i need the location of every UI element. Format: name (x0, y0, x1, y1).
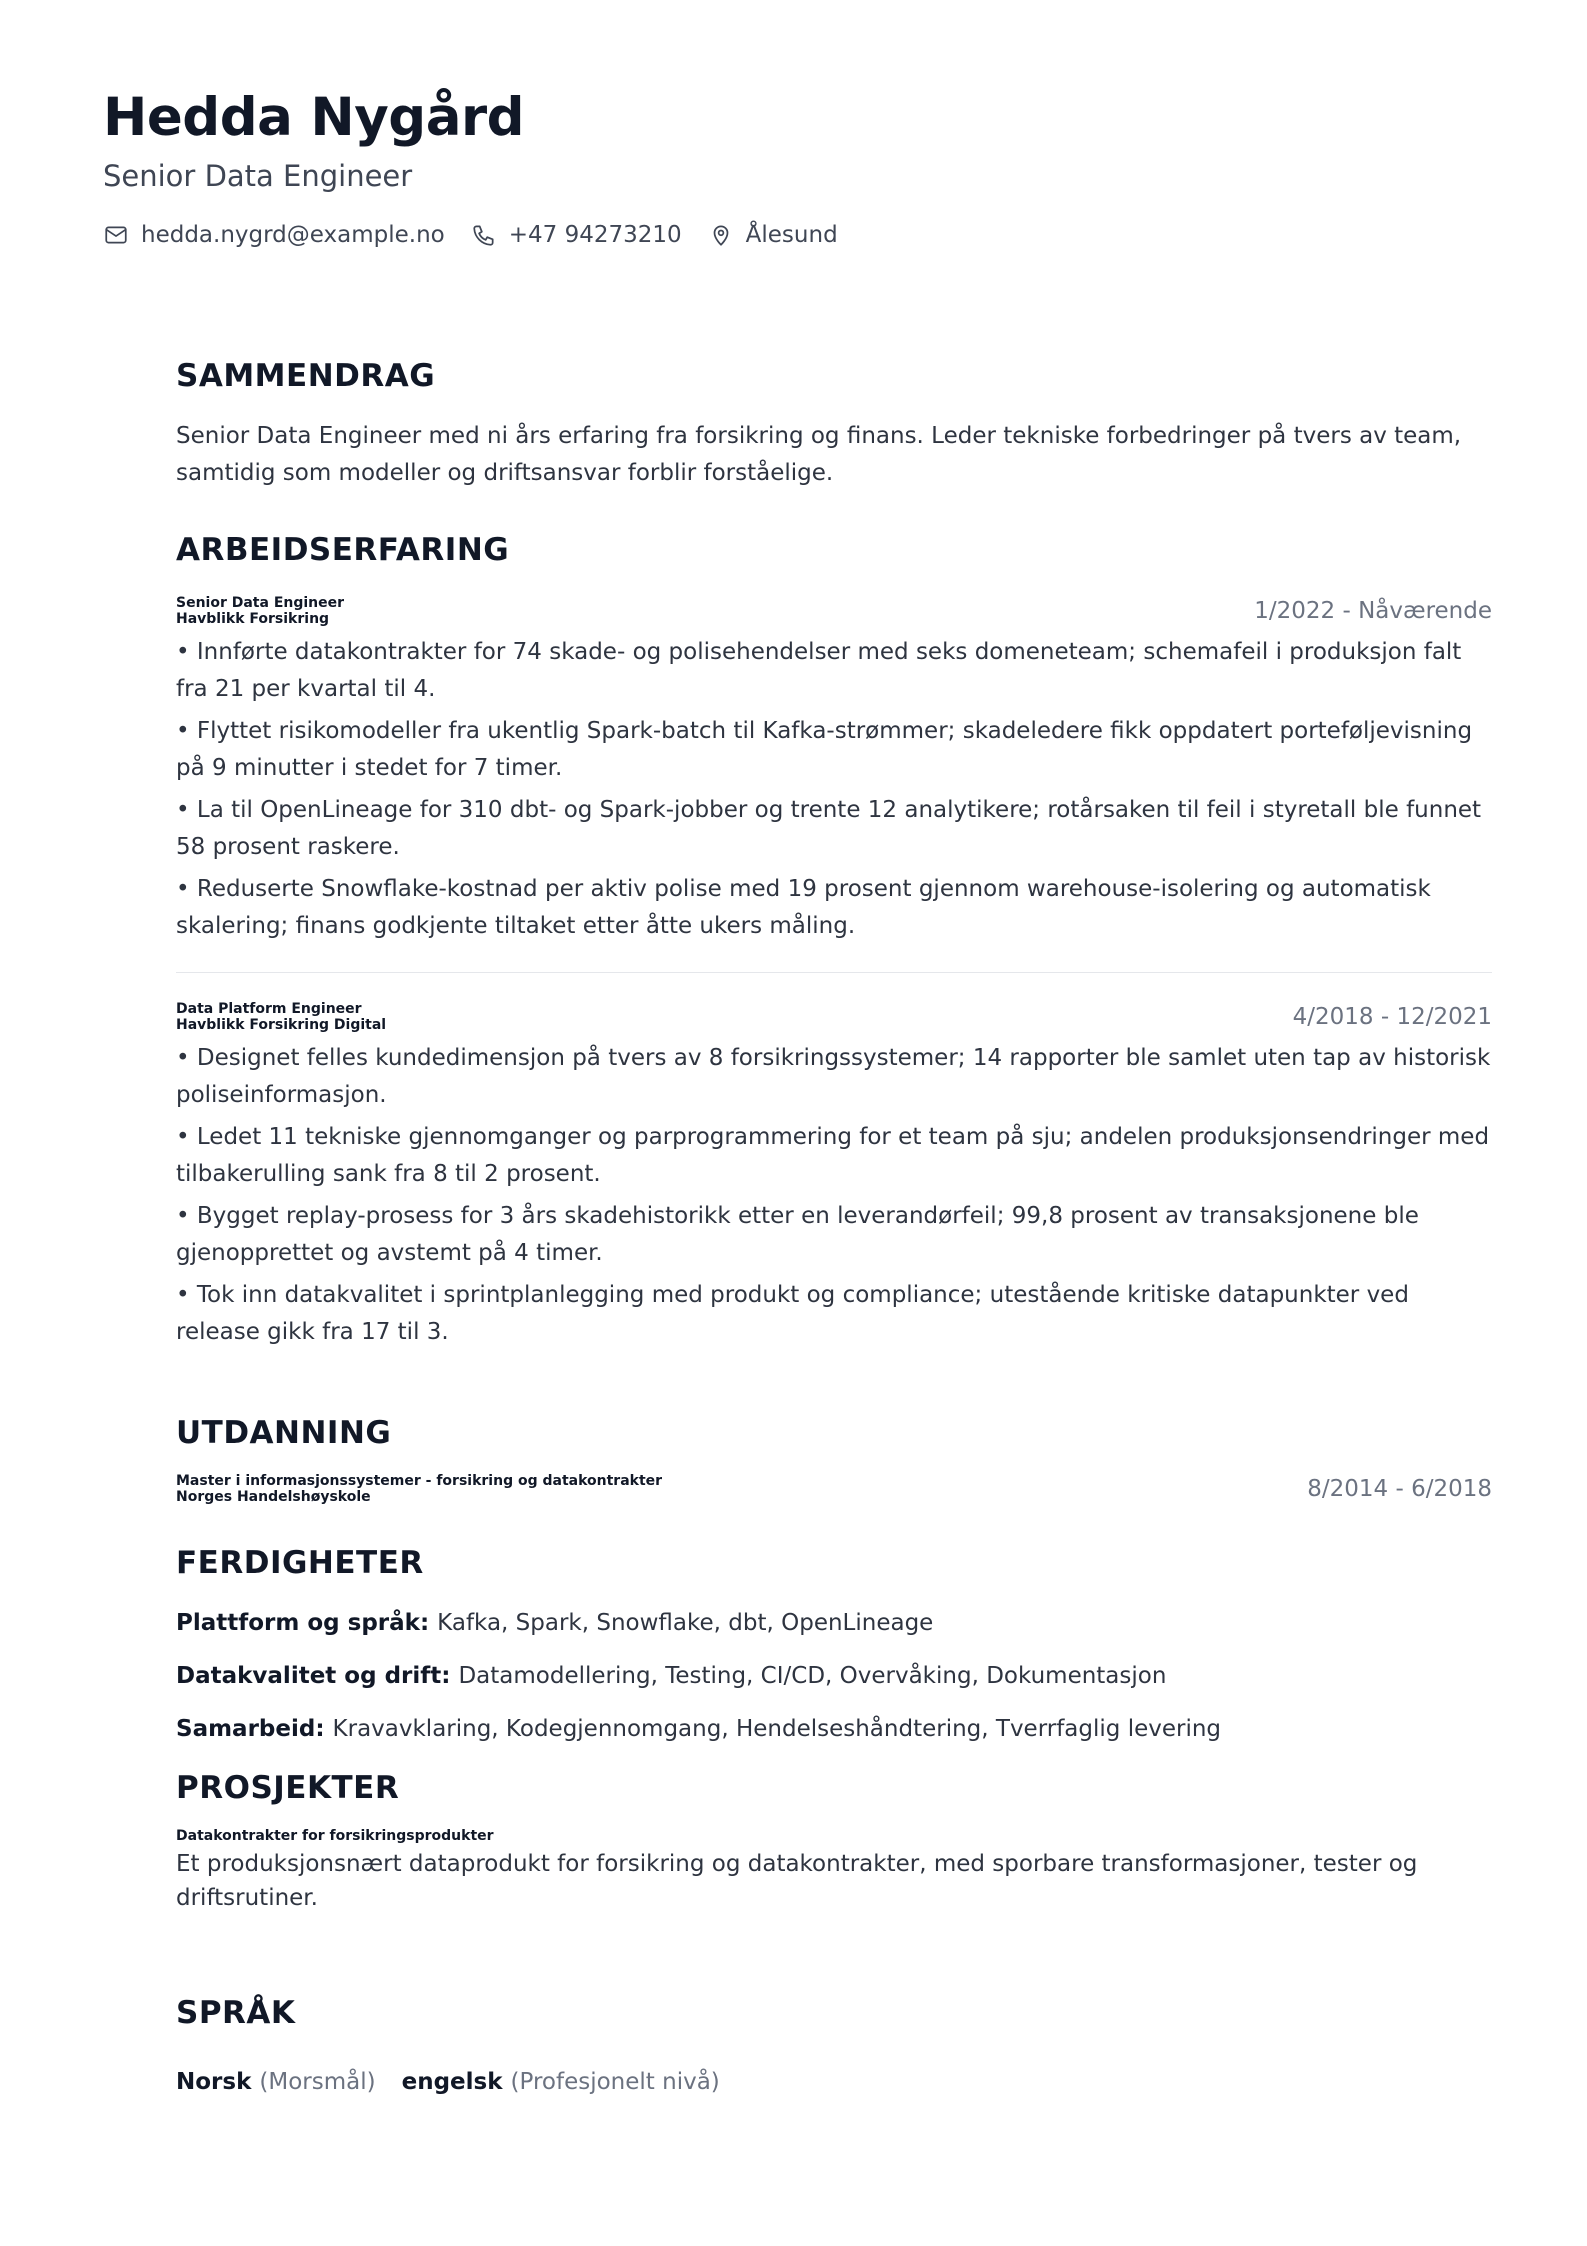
job-bullet: • Innførte datakontrakter for 74 skade- og polisehendelser med seks domeneteam; schemafeil i produksjon falt fra 21 per kvartal til 4. (176, 638, 1462, 702)
skill-label: Datakvalitet og drift: (176, 1663, 459, 1690)
skill-row (176, 1658, 1492, 1695)
email-text: hedda.nygrd@example.no (141, 222, 445, 249)
skill-value: Datamodellering, Testing, CI/CD, Overvåking, Dokumentasjon (458, 1663, 1167, 1690)
project-entry (176, 1828, 1492, 1915)
language-name: engelsk (401, 2068, 511, 2095)
skill-row (176, 1605, 1492, 1642)
summary-section (176, 356, 1492, 492)
languages-section (176, 1993, 1492, 2100)
contact-location (708, 222, 838, 248)
phone-text: +47 94273210 (508, 222, 682, 249)
skill-value: Kafka, Spark, Snowflake, dbt, OpenLineage (437, 1610, 934, 1637)
job-bullet: • Tok inn datakvalitet i sprintplanlegging med produkt og compliance; utestående kritiske datapunkter ved release gikk fra 17 til 3. (176, 1281, 1409, 1345)
language-name: Norsk (176, 2068, 260, 2095)
job-header (176, 595, 1492, 629)
section-heading: UTDANNING (176, 1414, 392, 1451)
job-bullet: • Flyttet risikomodeller fra ukentlig Spark-batch til Kafka-strømmer; skadeledere fikk oppdatert porteføljevisning på 9 minutter i stedet for 7 timer. (176, 717, 1473, 781)
job-bullet: • Ledet 11 tekniske gjennomganger og parprogrammering for et team på sju; andelen produksjonsendringer med tilbakerulling sank fra 8 til 2 prosent. (176, 1123, 1490, 1187)
skills-section (176, 1543, 1492, 1748)
job-bullet: • Bygget replay-prosess for 3 års skadehistorikk etter en leverandørfeil; 99,8 prosent av transaksjonene ble gjenopprettet og avstemt på 4 timer. (176, 1202, 1419, 1266)
job-bullet: • Reduserte Snowflake-kostnad per aktiv polise med 19 prosent gjennom warehouse-isolering og automatisk skalering; finans godkjente tiltaket etter åtte ukers måling. (176, 875, 1431, 939)
language-item (176, 2064, 376, 2101)
section-heading: FERDIGHETER (176, 1544, 424, 1581)
section-heading: SAMMENDRAG (176, 358, 436, 394)
language-list (176, 2064, 1492, 2101)
map-pin-icon (708, 222, 734, 248)
contact-email[interactable] (103, 222, 445, 248)
education-section (176, 1413, 1492, 1507)
contact-row (103, 222, 1483, 248)
job-dates: 4/2018 - 12/2021 (1292, 1003, 1492, 1030)
job-role: Senior Data Engineer (176, 594, 345, 611)
location-text: Ålesund (745, 222, 838, 249)
education-school: Norges Handelshøyskole (176, 1488, 371, 1505)
skill-value: Kravavklaring, Kodegjennomgang, Hendelseshåndtering, Tverrfaglig levering (332, 1716, 1222, 1743)
contact-phone[interactable] (471, 222, 682, 248)
education-degree: Master i informasjonssystemer - forsikring og datakontrakter (176, 1472, 663, 1489)
language-level: (Morsmål) (259, 2068, 376, 2095)
job-entry (176, 595, 1492, 945)
section-heading: SPRÅK (176, 1995, 296, 2032)
job-entry (176, 1001, 1492, 1351)
language-item (402, 2064, 720, 2101)
candidate-title: Senior Data Engineer (103, 158, 413, 193)
projects-section (176, 1768, 1492, 1915)
job-company: Havblikk Forsikring Digital (176, 1016, 387, 1033)
resume-header (103, 86, 1483, 248)
project-description: Et produksjonsnært dataprodukt for forsikring og datakontrakter, med sporbare transformasjoner, tester og driftsrutiner. (176, 1851, 1418, 1912)
skill-label: Plattform og språk: (176, 1610, 438, 1637)
experience-section (176, 530, 1492, 1350)
job-header (176, 1001, 1492, 1035)
job-bullet: • Designet felles kundedimensjon på tvers av 8 forsikringssystemer; 14 rapporter ble samlet uten tap av historisk poliseinformasjon. (176, 1044, 1491, 1108)
skill-row (176, 1711, 1492, 1748)
section-heading: PROSJEKTER (176, 1770, 400, 1807)
mail-icon (103, 222, 129, 248)
resume-content (176, 356, 1492, 2101)
job-company: Havblikk Forsikring (176, 610, 330, 627)
summary-text: Senior Data Engineer med ni års erfaring fra forsikring og finans. Leder tekniske forbedringer på tvers av team, samtidig som modeller og driftsansvar forblir forståelige. (176, 423, 1462, 487)
job-dates: 1/2022 - Nåværende (1254, 597, 1492, 624)
job-role: Data Platform Engineer (176, 1000, 362, 1017)
education-entry (176, 1473, 1492, 1507)
section-heading: ARBEIDSERFARING (176, 532, 510, 569)
project-name: Datakontrakter for forsikringsprodukter (176, 1828, 494, 1845)
candidate-name: Hedda Nygård (103, 87, 525, 148)
skill-label: Samarbeid: (176, 1716, 333, 1743)
language-level: (Profesjonelt nivå) (510, 2068, 720, 2095)
phone-icon (471, 222, 497, 248)
job-divider (176, 972, 1492, 973)
education-dates: 8/2014 - 6/2018 (1307, 1475, 1492, 1502)
job-bullet: • La til OpenLineage for 310 dbt- og Spark-jobber og trente 12 analytikere; rotårsaken til feil i styretall ble funnet 58 prosent raskere. (176, 796, 1482, 860)
